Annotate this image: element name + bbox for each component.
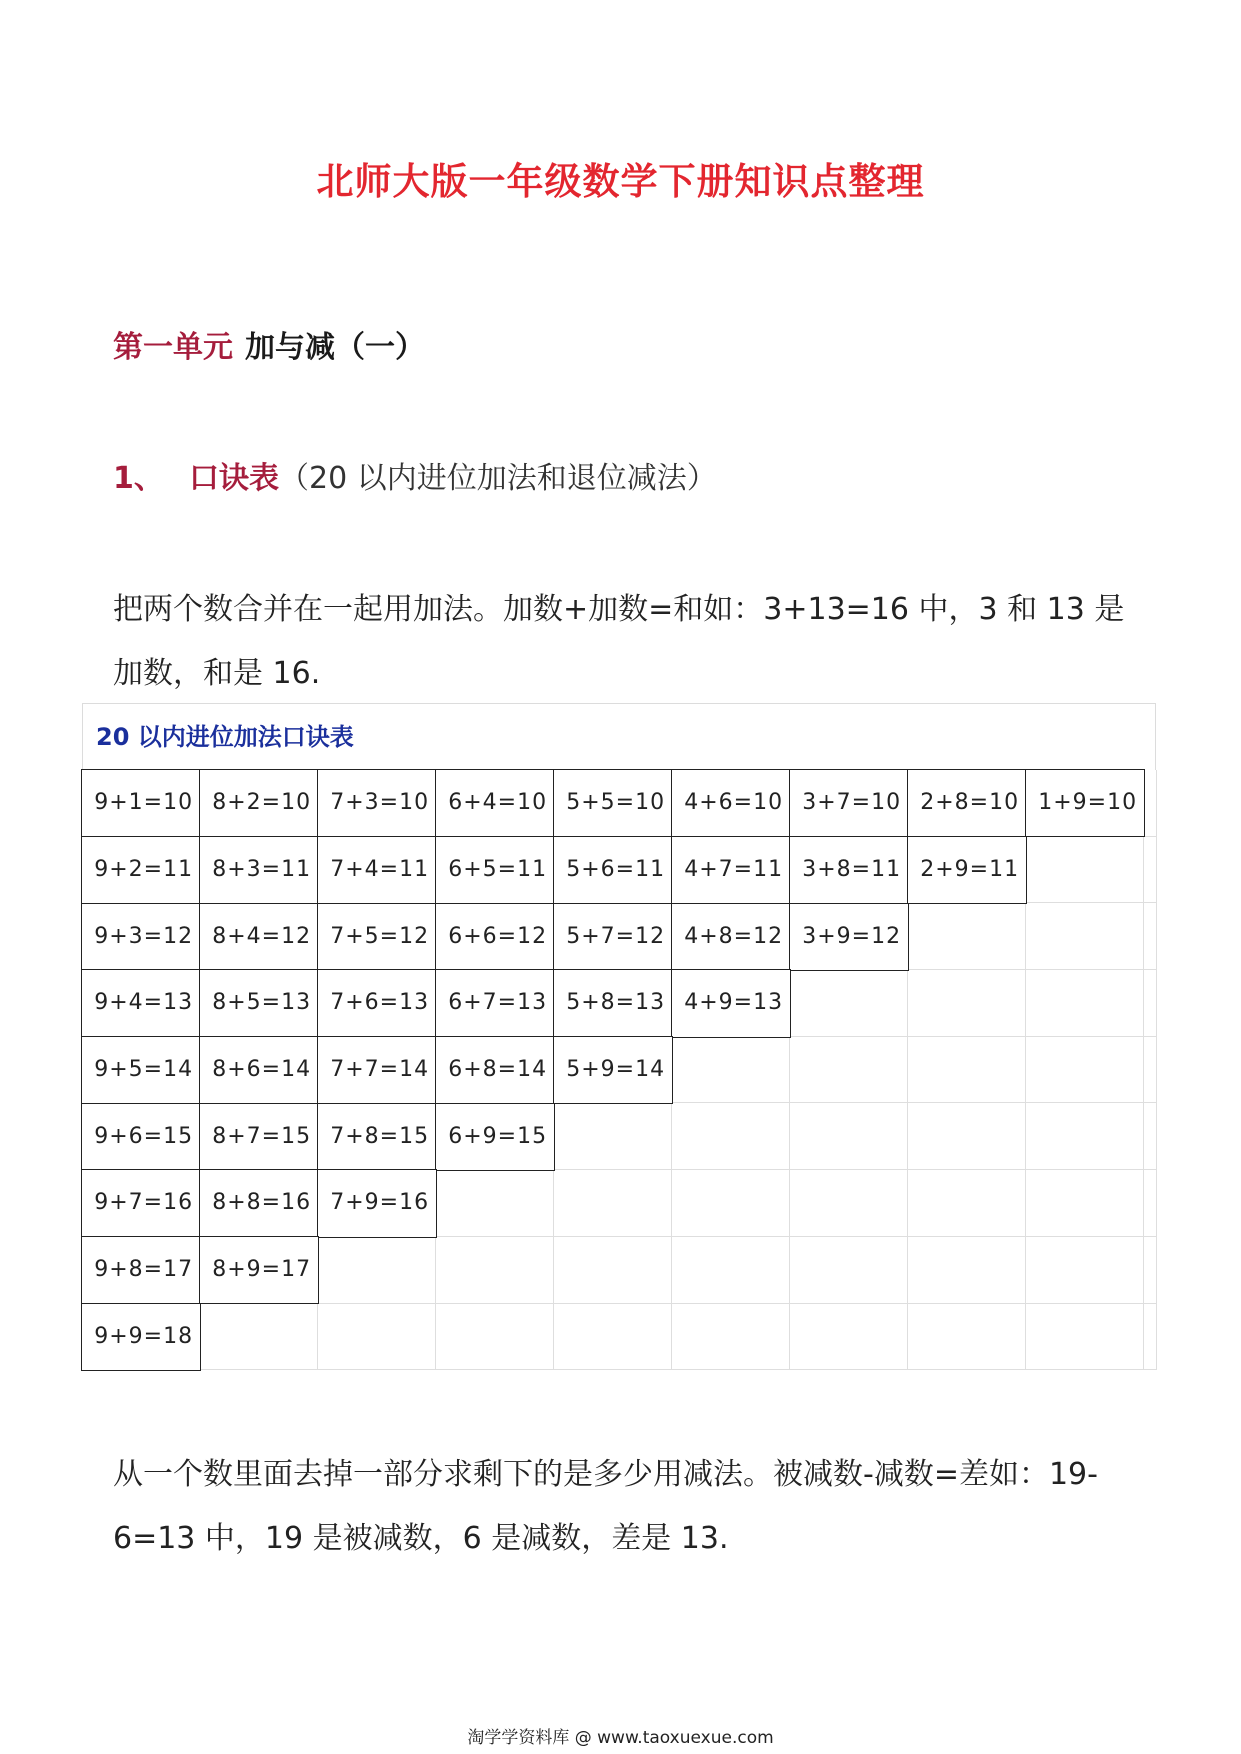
unit-name: 加与减（一）	[245, 330, 425, 365]
table-cell: 4+8=12	[671, 903, 791, 971]
addition-paragraph: 把两个数合并在一起用加法。加数+加数=和如：3+13=16 中，3 和 13 是加数，和是 16.	[113, 592, 1125, 691]
table-cell: 3+8=11	[789, 836, 909, 904]
unit-prefix: 第一单元	[113, 330, 233, 365]
table-cell: 9+5=14	[81, 1036, 201, 1104]
table-cell-empty	[790, 1237, 908, 1304]
table-cell: 6+7=13	[435, 969, 555, 1037]
table-cell-empty	[554, 1103, 672, 1170]
table-cell: 5+7=12	[553, 903, 673, 971]
table-cell-empty	[554, 1170, 672, 1237]
table-cell: 9+2=11	[81, 836, 201, 904]
table-cell-empty	[1026, 837, 1144, 904]
table-cell-empty	[318, 1304, 436, 1371]
table-cell: 8+6=14	[199, 1036, 319, 1104]
table-cell-pad	[1144, 1237, 1157, 1304]
table-cell: 5+8=13	[553, 969, 673, 1037]
table-cell-pad	[1144, 970, 1157, 1037]
table-cell: 8+9=17	[199, 1236, 319, 1304]
table-cell: 5+5=10	[553, 769, 673, 837]
table-cell: 8+2=10	[199, 769, 319, 837]
table-cell-empty	[1026, 1037, 1144, 1104]
table-cell: 9+1=10	[81, 769, 201, 837]
table-cell-empty	[672, 1237, 790, 1304]
table-cell: 4+6=10	[671, 769, 791, 837]
table-cell-empty	[672, 1037, 790, 1104]
table-cell-empty	[908, 970, 1026, 1037]
table-cell-empty	[1026, 903, 1144, 970]
table-cell: 7+4=11	[317, 836, 437, 904]
table-cell: 7+8=15	[317, 1103, 437, 1171]
table-cell: 7+7=14	[317, 1036, 437, 1104]
table-cell-empty	[672, 1103, 790, 1170]
table-cell-empty	[908, 1237, 1026, 1304]
table-cell: 5+6=11	[553, 836, 673, 904]
addition-table	[82, 703, 1156, 1370]
table-cell: 8+3=11	[199, 836, 319, 904]
table-cell-empty	[672, 1304, 790, 1371]
table-cell-pad	[1144, 1304, 1157, 1371]
table-cell: 9+6=15	[81, 1103, 201, 1171]
table-cell: 9+4=13	[81, 969, 201, 1037]
table-cell: 9+9=18	[81, 1303, 201, 1371]
table-cell: 7+3=10	[317, 769, 437, 837]
table-cell-empty	[672, 1170, 790, 1237]
section-heading	[113, 457, 717, 501]
table-cell: 3+7=10	[789, 769, 909, 837]
table-cell-empty	[436, 1304, 554, 1371]
table-cell-empty	[318, 1237, 436, 1304]
table-cell-empty	[908, 1037, 1026, 1104]
table-cell-pad	[1144, 837, 1157, 904]
document-title: 北师大版一年级数学下册知识点整理	[316, 160, 925, 203]
table-grid	[82, 770, 1156, 1370]
table-cell: 9+8=17	[81, 1236, 201, 1304]
table-cell: 7+5=12	[317, 903, 437, 971]
table-cell-empty	[1026, 1103, 1144, 1170]
table-cell: 2+8=10	[907, 769, 1027, 837]
table-cell-empty	[908, 1170, 1026, 1237]
table-cell-empty	[790, 1304, 908, 1371]
table-cell: 7+6=13	[317, 969, 437, 1037]
table-cell: 3+9=12	[789, 903, 909, 971]
table-cell-empty	[790, 970, 908, 1037]
table-cell-empty	[790, 1037, 908, 1104]
table-cell: 6+5=11	[435, 836, 555, 904]
table-cell-empty	[1026, 970, 1144, 1037]
table-cell: 6+9=15	[435, 1103, 555, 1171]
table-cell: 2+9=11	[907, 836, 1027, 904]
table-cell: 6+4=10	[435, 769, 555, 837]
table-cell-empty	[200, 1304, 318, 1371]
unit-heading	[113, 326, 425, 370]
table-cell-empty	[1026, 1170, 1144, 1237]
table-cell-empty	[908, 1304, 1026, 1371]
table-cell-pad	[1144, 1103, 1157, 1170]
table-cell-empty	[554, 1304, 672, 1371]
table-cell-empty	[790, 1170, 908, 1237]
table-cell-empty	[908, 903, 1026, 970]
table-cell-pad	[1144, 903, 1157, 970]
table-cell-empty	[436, 1170, 554, 1237]
table-cell-empty	[790, 1103, 908, 1170]
table-cell: 6+8=14	[435, 1036, 555, 1104]
table-cell-empty	[908, 1103, 1026, 1170]
table-cell: 9+7=16	[81, 1169, 201, 1237]
table-cell-pad	[1144, 1037, 1157, 1104]
table-cell: 4+9=13	[671, 969, 791, 1037]
section-name: 口诀表	[189, 461, 279, 496]
table-title: 20 以内进位加法口诀表	[82, 703, 1156, 770]
table-cell: 5+9=14	[553, 1036, 673, 1104]
table-cell: 6+6=12	[435, 903, 555, 971]
table-cell: 8+8=16	[199, 1169, 319, 1237]
table-cell-empty	[554, 1237, 672, 1304]
table-cell-empty	[436, 1237, 554, 1304]
table-cell-empty	[1026, 1304, 1144, 1371]
table-cell: 9+3=12	[81, 903, 201, 971]
table-cell: 4+7=11	[671, 836, 791, 904]
footer-watermark: 淘学学资料库 @ www.taoxuexue.com	[467, 1728, 774, 1748]
table-cell: 8+5=13	[199, 969, 319, 1037]
subtraction-paragraph: 从一个数里面去掉一部分求剩下的是多少用减法。被减数-减数=差如：19-6=13 中，19 是被减数，6 是减数，差是 13.	[113, 1457, 1098, 1556]
table-cell: 7+9=16	[317, 1169, 437, 1237]
table-cell-pad	[1144, 770, 1157, 837]
section-number: 1、	[113, 461, 164, 496]
table-cell: 1+9=10	[1025, 769, 1145, 837]
table-cell: 8+4=12	[199, 903, 319, 971]
section-note: （20 以内进位加法和退位减法）	[279, 461, 717, 496]
table-cell-pad	[1144, 1170, 1157, 1237]
table-cell-empty	[1026, 1237, 1144, 1304]
table-cell: 8+7=15	[199, 1103, 319, 1171]
